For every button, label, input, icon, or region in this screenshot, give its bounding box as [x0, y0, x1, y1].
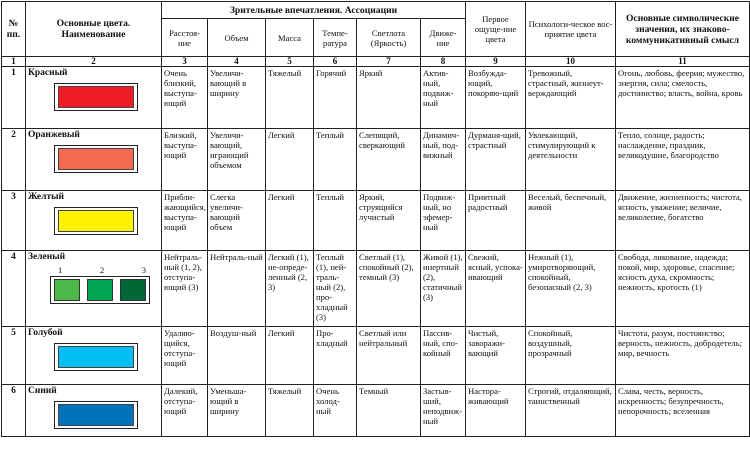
- color-name: Зеленый: [28, 252, 66, 262]
- cell-lightness: Темный: [357, 385, 421, 437]
- cell-psych: Нежный (1), умиротворяющий, спокойный, безопасный (2, 3): [526, 251, 616, 327]
- cell-mass: Легкий: [266, 327, 314, 385]
- header-movement: Движе-ние: [421, 19, 466, 57]
- color-name: Синий: [28, 386, 57, 396]
- column-number: 9: [466, 57, 526, 67]
- cell-first: Настора-живающий: [466, 385, 526, 437]
- cell-distance: Очень близкий, выступа-ющий: [162, 67, 208, 129]
- column-number: 6: [314, 57, 357, 67]
- cell-temperature: Теплый: [314, 129, 357, 191]
- color-swatch-blue: [58, 404, 134, 426]
- color-name: Красный: [28, 68, 68, 78]
- cell-psych: Строгий, отдаляющий, таинственный: [526, 385, 616, 437]
- cell-first: Дурманя-щий, страстный: [466, 129, 526, 191]
- cell-movement: Актив-ный, подвиж-ный: [421, 67, 466, 129]
- cell-temperature: Теплый: [314, 191, 357, 251]
- color-cell: [26, 251, 162, 327]
- cell-mass: Тяжелый: [266, 67, 314, 129]
- cell-movement: Подвиж-ный, но эфемер-ный: [421, 191, 466, 251]
- cell-volume: Увеличи-вающий в ширину: [208, 67, 266, 129]
- column-number: 1: [2, 57, 26, 67]
- table-row: [2, 191, 750, 251]
- cell-volume: Нейтраль-ный: [208, 251, 266, 327]
- color-cell: [26, 129, 162, 191]
- header-temperature: Темпе-ратура: [314, 19, 357, 57]
- color-swatch-green-1: [54, 279, 80, 301]
- color-cell: [26, 67, 162, 129]
- cell-symbolic: Свобода, ликование, надежда; покой, мир, здоровье, спасение; ясность духа, скромность; нежность, кротость (1): [616, 251, 750, 327]
- column-number: 8: [421, 57, 466, 67]
- cell-first: Возбужда-ющий, покоряю-щий: [466, 67, 526, 129]
- swatch-frame: [54, 145, 138, 173]
- table-row: [2, 67, 750, 129]
- table-row: [2, 129, 750, 191]
- row-number: 6: [2, 385, 26, 437]
- row-number: 2: [2, 129, 26, 191]
- column-number: 2: [26, 57, 162, 67]
- cell-psych: Тревожный, страстный, жизнеут-верждающий: [526, 67, 616, 129]
- cell-psych: Увлекающий, стимулирующий к деятельности: [526, 129, 616, 191]
- color-swatch-green-3: [120, 279, 146, 301]
- cell-distance: Удаляю-щийся, отступа-ющий: [162, 327, 208, 385]
- cell-temperature: Теплый (1), ней-траль-ный (2), про-хладный (3): [314, 251, 357, 327]
- column-number: 3: [162, 57, 208, 67]
- color-association-table: [1, 1, 750, 437]
- color-swatch-light-blue: [58, 346, 134, 368]
- cell-lightness: Светлый (1), спокойный (2), темный (3): [357, 251, 421, 327]
- swatch-frame: [54, 207, 138, 235]
- column-number: 5: [266, 57, 314, 67]
- cell-distance: Нейтраль-ный (1, 2), отступа-ющий (3): [162, 251, 208, 327]
- cell-volume: Увеличи-вающий, играющий объемом: [208, 129, 266, 191]
- swatch-frame: [54, 343, 138, 371]
- cell-lightness: Яркий, струящийся лучистый: [357, 191, 421, 251]
- header-num: № пп.: [2, 2, 26, 57]
- cell-lightness: Светлый или нейтральный: [357, 327, 421, 385]
- column-number-row: [2, 57, 750, 67]
- color-name: Оранжевый: [28, 130, 80, 140]
- header-mass: Масса: [266, 19, 314, 57]
- cell-mass: Легкий (1), не-опреде-ленный (2, 3): [266, 251, 314, 327]
- shade-label: 1: [58, 265, 63, 275]
- cell-lightness: Слепящий, сверкающий: [357, 129, 421, 191]
- header-distance: Расстоя-ние: [162, 19, 208, 57]
- swatch-frame: [50, 276, 150, 304]
- header-visual: Зрительные впечатления. Ассоциации: [162, 2, 466, 19]
- cell-distance: Близкий, выступа-ющий: [162, 129, 208, 191]
- row-number: 4: [2, 251, 26, 327]
- header-first: Первое ощуще-ние цвета: [466, 2, 526, 57]
- color-name: Голубой: [28, 328, 63, 338]
- color-name: Желтый: [28, 192, 65, 202]
- color-swatch-yellow: [58, 210, 134, 232]
- header-name: Основные цвета. Наименование: [26, 2, 162, 57]
- cell-movement: Пассив-ный, спо-койный: [421, 327, 466, 385]
- header-lightness: Светлота (Яркость): [357, 19, 421, 57]
- color-swatch-orange: [58, 148, 134, 170]
- header-symbolic: Основные символические значения, их знаково-коммуникативный смысл: [616, 2, 750, 57]
- row-number: 1: [2, 67, 26, 129]
- column-number: 7: [357, 57, 421, 67]
- cell-lightness: Яркий: [357, 67, 421, 129]
- cell-first: Свежий, ясный, успока-ивающий: [466, 251, 526, 327]
- swatch-frame: [54, 401, 138, 429]
- header-psych: Психологи-ческое вос-приятие цвета: [526, 2, 616, 57]
- cell-temperature: Горячий: [314, 67, 357, 129]
- color-cell: [26, 385, 162, 437]
- header-volume: Объем: [208, 19, 266, 57]
- cell-mass: Легкий: [266, 191, 314, 251]
- shade-label: 2: [99, 265, 105, 275]
- row-number: 5: [2, 327, 26, 385]
- cell-symbolic: Огонь, любовь, феерия; мужество, энергия, сила; смелость, достоинство; власть, война, кровь: [616, 67, 750, 129]
- cell-movement: Живой (1), инертный (2), статичный (3): [421, 251, 466, 327]
- color-swatch-red: [58, 86, 134, 108]
- shade-label: 3: [141, 265, 146, 275]
- cell-distance: Далекий, отступа-ющий: [162, 385, 208, 437]
- cell-symbolic: Чистота, разум, постоянство; верность, нежность, добродетель; мир, вечность: [616, 327, 750, 385]
- color-swatch-green-2: [87, 279, 113, 301]
- shade-labels: [58, 265, 146, 275]
- cell-mass: Тяжелый: [266, 385, 314, 437]
- swatch-frame: [54, 83, 138, 111]
- cell-temperature: Про-хладный: [314, 327, 357, 385]
- cell-mass: Легкий: [266, 129, 314, 191]
- cell-movement: Динамич-ный, под-вижный: [421, 129, 466, 191]
- column-number: 4: [208, 57, 266, 67]
- header-row-1: [2, 2, 750, 19]
- table-row: [2, 251, 750, 327]
- table-row: [2, 385, 750, 437]
- cell-symbolic: Тепло, солнце, радость; наслаждение, праздник, великодушие, благородство: [616, 129, 750, 191]
- cell-volume: Уменьша-ющий в ширину: [208, 385, 266, 437]
- cell-temperature: Очень холод-ный: [314, 385, 357, 437]
- cell-psych: Веселый, беспечный, живой: [526, 191, 616, 251]
- color-cell: [26, 191, 162, 251]
- cell-distance: Прибли-жающийся, выступа-ющий: [162, 191, 208, 251]
- row-number: 3: [2, 191, 26, 251]
- cell-volume: Воздуш-ный: [208, 327, 266, 385]
- cell-volume: Слегка увеличи-вающий объем: [208, 191, 266, 251]
- column-number: 11: [616, 57, 750, 67]
- cell-first: Чистый, заворажи-вающий: [466, 327, 526, 385]
- cell-psych: Спокойный, воздушный, прозрачный: [526, 327, 616, 385]
- cell-first: Приятный радостный: [466, 191, 526, 251]
- cell-movement: Застыв-ший, неподвиж-ный: [421, 385, 466, 437]
- table-row: [2, 327, 750, 385]
- cell-symbolic: Движение, жизненность; чистота, ясность, уважение; величие, великолепие, богатство: [616, 191, 750, 251]
- color-cell: [26, 327, 162, 385]
- cell-symbolic: Слава, честь, верность, искренность; безупречность, непорочность; вселенная: [616, 385, 750, 437]
- column-number: 10: [526, 57, 616, 67]
